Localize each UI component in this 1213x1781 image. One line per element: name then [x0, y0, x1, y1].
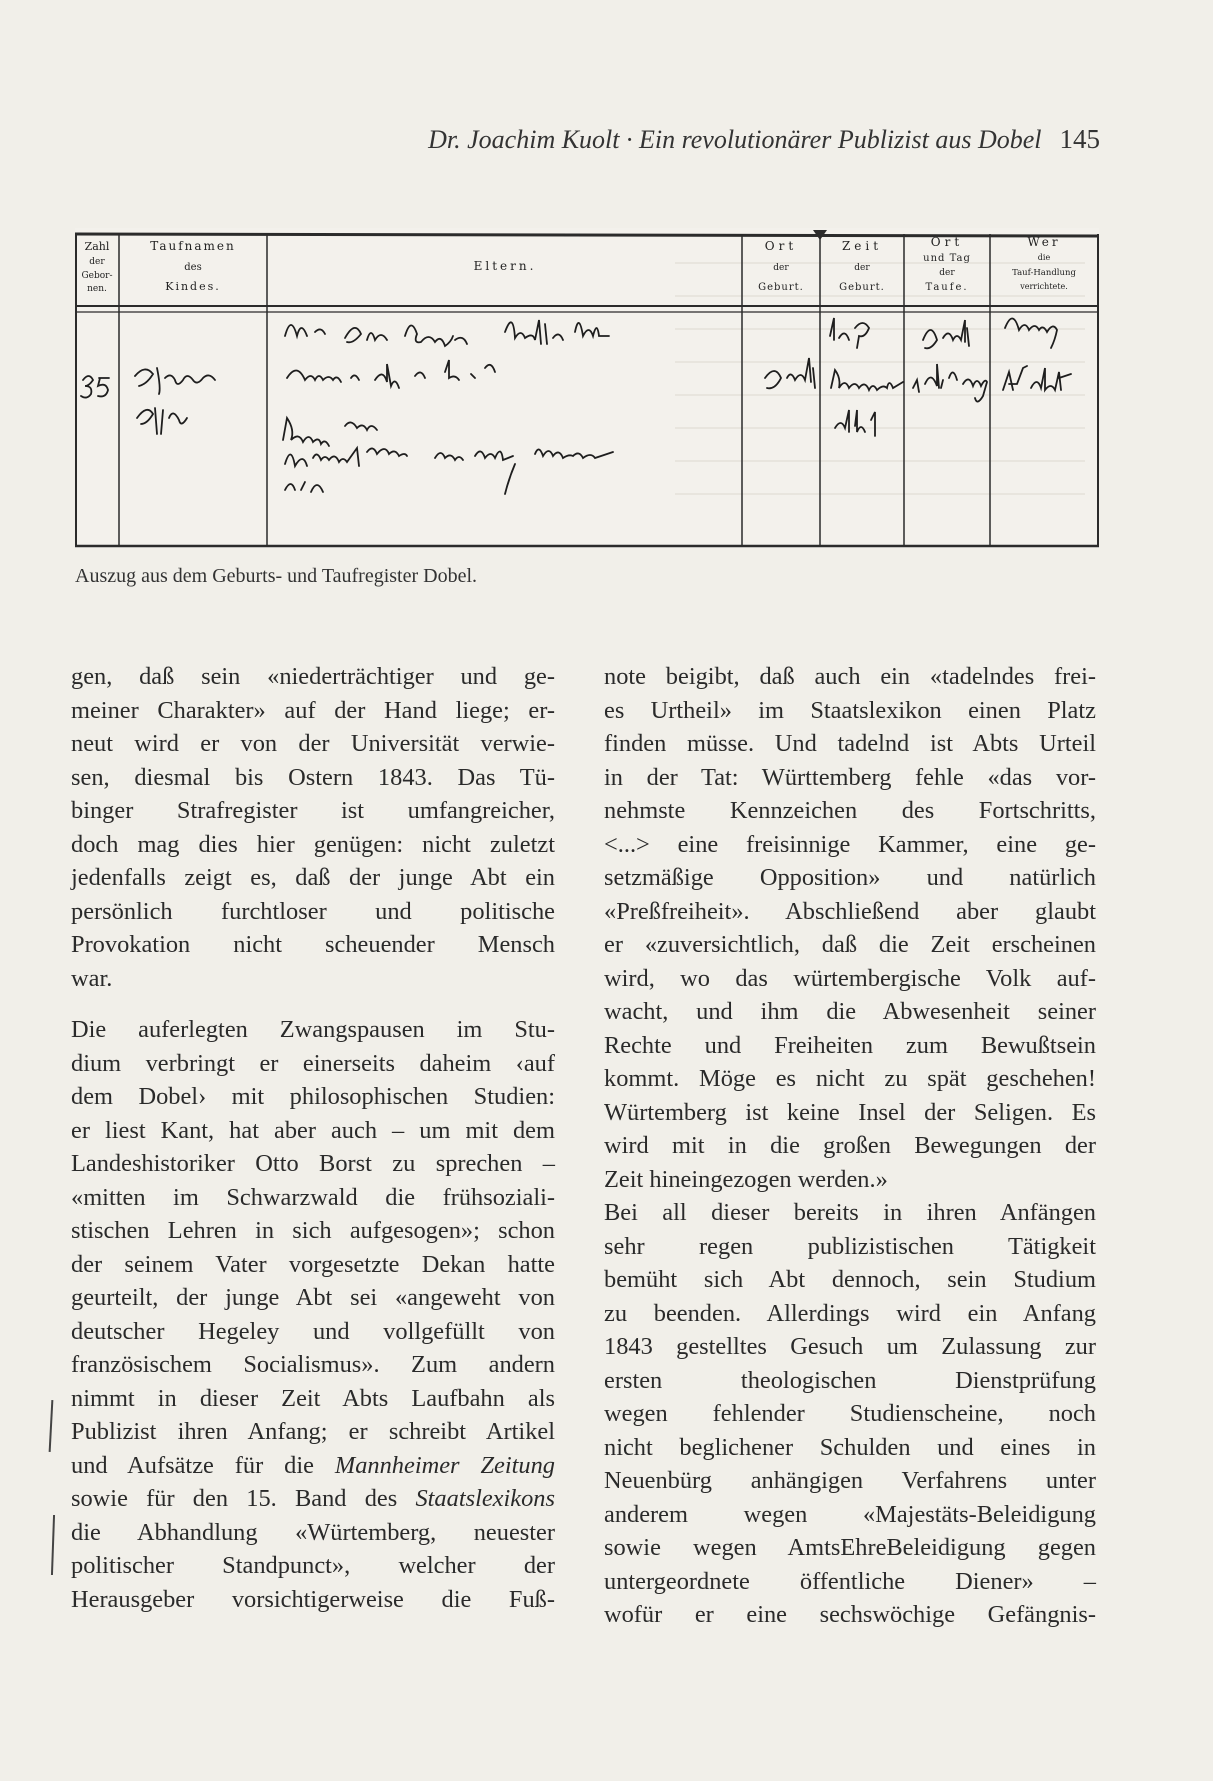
left-column — [71, 660, 555, 1616]
text-line: bemüht sich Abt dennoch, sein Studium — [604, 1266, 1096, 1293]
header-col-officiant-3: Tauf-Handlung — [1012, 268, 1076, 278]
register-figure — [75, 228, 1099, 548]
header-col-name-3: Kindes. — [165, 280, 221, 293]
text-line: stischen Lehren in sich aufgesogen»; schon — [71, 1217, 555, 1244]
text-line: es Urtheil» im Staatslexikon einen Platz — [604, 696, 1096, 724]
lexicon-title: Staatslexikons — [415, 1485, 555, 1512]
text-line: anderem wegen «Majestäts-Beleidigung — [604, 1500, 1096, 1528]
text-line: Würtemberg ist keine Insel der Seligen. Es — [604, 1098, 1096, 1126]
header-col-baptism-2: und Tag — [923, 253, 971, 264]
text-line: er «zuversichtlich, daß die Zeit erscheinen — [604, 931, 1096, 958]
header-col-number-3: Gebor- — [81, 271, 113, 281]
header-col-number-2: der — [89, 257, 105, 267]
text-line: <...> eine freisinnige Kammer, eine ge- — [604, 830, 1096, 858]
newspaper-title: Mannheimer Zeitung — [334, 1451, 556, 1479]
text-line: zu beenden. Allerdings wird ein Anfang — [604, 1299, 1096, 1327]
text-line-with-italic: und Aufsätze für die Mannheimer Zeitung — [71, 1451, 556, 1479]
text-line: Die auferlegten Zwangspausen im Stu- — [71, 1016, 555, 1043]
margin-pencil-mark — [49, 1400, 54, 1452]
text-line: meiner Charakter» auf der Hand liege; er- — [71, 696, 555, 724]
text-line: Zeit hineingezogen werden.» — [604, 1165, 888, 1193]
text-line: der seinem Vater vorgesetzte Dekan hatte — [71, 1250, 555, 1278]
running-head — [0, 124, 1100, 155]
text-line: nicht beglichener Schulden und eines in — [604, 1433, 1096, 1461]
register-table — [75, 228, 1099, 548]
header-col-baptism-3: der — [939, 268, 955, 278]
text-line: Provokation nicht scheuender Mensch — [71, 931, 555, 958]
header-col-officiant-4: verrichtete. — [1020, 282, 1068, 291]
header-col-number-1: Zahl — [84, 240, 110, 253]
text-line: war. — [71, 964, 113, 992]
text-line: geurteilt, der junge Abt sei «angeweht von — [71, 1284, 555, 1311]
text-line: ersten theologischen Dienstprüfung — [604, 1366, 1096, 1394]
text-line: die Abhandlung «Würtemberg, neuester — [71, 1518, 555, 1546]
text-line: kommt. Möge es nicht zu spät geschehen! — [604, 1065, 1096, 1092]
text-line: wegen fehlender Studienscheine, noch — [604, 1400, 1096, 1427]
text-line: sowie wegen AmtsEhreBeleidigung gegen — [604, 1534, 1096, 1561]
text-line: französischem Socialismus». Zum andern — [71, 1351, 555, 1378]
text-line: gen, daß sein «niederträchtiger und ge- — [71, 663, 555, 690]
header-col-time-2: der — [854, 263, 870, 273]
header-col-name-1: Taufnamen — [150, 239, 236, 253]
header-col-officiant-2: die — [1037, 253, 1051, 262]
text-line: dium verbringt er einerseits daheim ‹auf — [71, 1049, 555, 1077]
page-number: 145 — [1059, 124, 1100, 154]
text-line: Bei all dieser bereits in ihren Anfängen — [604, 1199, 1096, 1226]
text-line: wacht, und ihm die Abwesenheit seiner — [604, 998, 1096, 1025]
margin-pencil-mark — [51, 1515, 55, 1575]
text-line: Herausgeber vorsichtigerweise die Fuß- — [71, 1585, 555, 1613]
header-col-parents: Eltern. — [473, 259, 537, 273]
text-line: nimmt in dieser Zeit Abts Laufbahn als — [71, 1384, 555, 1412]
text-line: «mitten im Schwarzwald die frühsoziali- — [71, 1183, 555, 1211]
text-line: persönlich furchtloser und politische — [71, 897, 555, 925]
text-line: note beigibt, daß auch ein «tadelndes frei- — [604, 663, 1096, 690]
text-line: 1843 gestelltes Gesuch um Zulassung zur — [604, 1333, 1096, 1360]
text-line: «Preßfreiheit». Abschließend aber glaubt — [604, 897, 1096, 925]
text-line: Neuenbürg anhängigen Verfahrens unter — [604, 1467, 1096, 1494]
text-line: jedenfalls zeigt es, daß der junge Abt ein — [71, 864, 555, 891]
header-col-place-3: Geburt. — [758, 282, 804, 293]
text-line: nehmste Kennzeichen des Fortschritts, — [604, 797, 1096, 824]
header-col-time-3: Geburt. — [839, 282, 885, 293]
text-line: setzmäßige Opposition» und natürlich — [604, 864, 1096, 891]
text-line: Landeshistoriker Otto Borst zu sprechen – — [71, 1150, 555, 1177]
text-line: wird mit in die großen Bewegungen der — [604, 1132, 1096, 1159]
text-line: Rechte und Freiheiten zum Bewußtsein — [604, 1031, 1096, 1059]
text-line: wird, wo das würtembergische Volk auf- — [604, 964, 1096, 992]
right-column — [604, 660, 1096, 1632]
header-col-number-4: nen. — [87, 284, 107, 294]
text-line-with-italic: sowie für den 15. Band des Staatslexikons — [71, 1485, 555, 1512]
header-col-baptism-4: Taufe. — [925, 282, 969, 293]
header-col-name-2: des — [184, 262, 202, 273]
text-line: wofür er eine sechswöchige Gefängnis- — [604, 1601, 1096, 1628]
header-col-baptism-1: Ort — [930, 235, 964, 249]
text-line: deutscher Hegeley und vollgefüllt von — [71, 1317, 555, 1345]
text-line: dem Dobel› mit philosophischen Studien: — [71, 1083, 555, 1110]
figure-caption: Auszug aus dem Geburts- und Taufregister Dobel. — [75, 565, 478, 587]
text-line: sehr regen publizistischen Tätigkeit — [604, 1232, 1096, 1260]
header-col-time-1: Zeit — [841, 239, 883, 253]
running-title: Dr. Joachim Kuolt · Ein revolutionärer Publizist aus Dobel — [428, 125, 1042, 154]
text-line: doch mag dies hier genügen: nicht zuletzt — [71, 830, 555, 858]
text-line: sen, diesmal bis Ostern 1843. Das Tü- — [71, 763, 555, 791]
text-line: in der Tat: Württemberg fehle «das vor- — [604, 763, 1096, 791]
header-col-place-1: Ort — [764, 239, 798, 253]
text-line: finden müsse. Und tadelnd ist Abts Urteil — [604, 730, 1096, 757]
text-line: binger Strafregister ist umfangreicher, — [71, 797, 555, 824]
text-line: Publizist ihren Anfang; er schreibt Artikel — [71, 1418, 555, 1445]
text-line: er liest Kant, hat aber auch – um mit dem — [71, 1116, 555, 1144]
text-line: untergeordnete öffentliche Diener» – — [604, 1567, 1096, 1595]
text-line: politischer Standpunct», welcher der — [71, 1552, 555, 1579]
text-line: neut wird er von der Universität verwie- — [71, 730, 555, 757]
header-col-place-2: der — [773, 263, 789, 273]
header-col-officiant-1: Wer — [1027, 235, 1061, 249]
